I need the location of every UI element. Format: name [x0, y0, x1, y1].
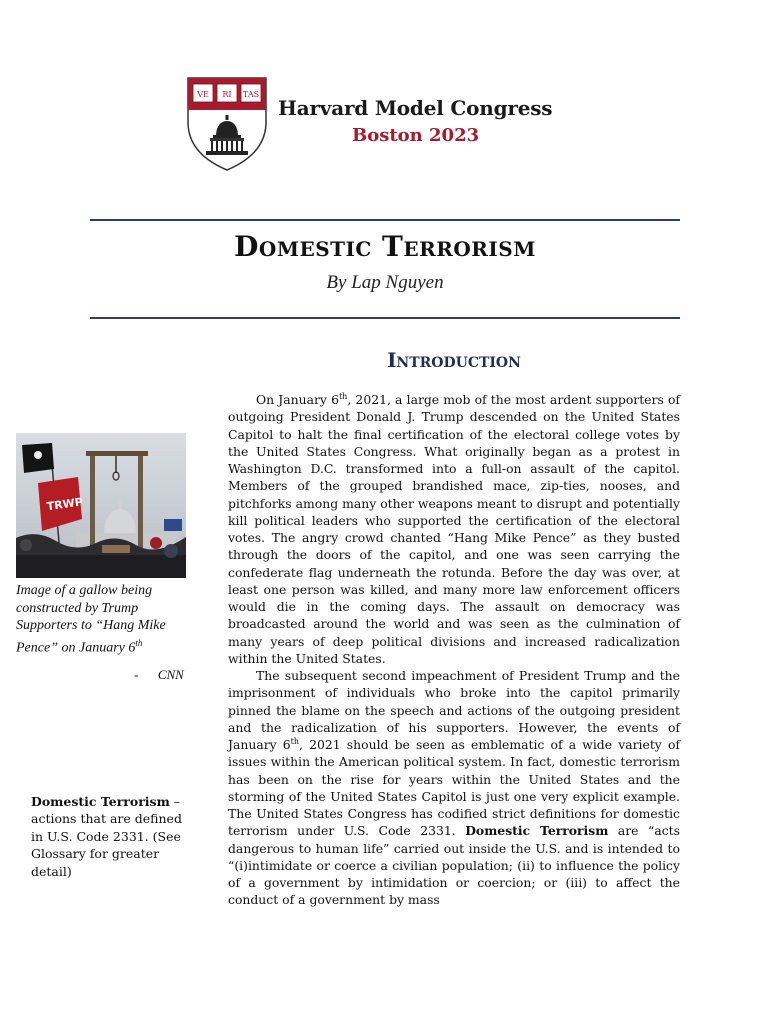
event-name: Boston 2023	[352, 125, 480, 146]
sidebar-definition: – actions that are defined in U.S. Code 2331. (See Glossary for greater detail)	[31, 794, 182, 879]
gallows-photo	[16, 433, 186, 578]
figure-caption: Image of a gallow being constructed by Trump Supporters to “Hang Mike Pence” on January 6th	[16, 583, 166, 656]
org-name: Harvard Model Congress	[278, 96, 553, 120]
shield-motto-3: TAS	[242, 90, 260, 99]
title-top-rule	[90, 219, 680, 221]
section-heading: Introduction	[387, 348, 521, 372]
shield-motto-1: VE	[197, 90, 209, 99]
harvard-shield-capitol-icon	[186, 76, 268, 172]
title-bottom-rule	[90, 317, 680, 319]
document-title: Domestic Terrorism	[234, 230, 536, 263]
shield-motto-2: RI	[222, 90, 232, 99]
figure-credit: - CNN	[134, 667, 184, 682]
definition-sidebar	[31, 793, 193, 880]
introduction-body	[228, 391, 680, 909]
body-paragraph-1: On January 6th, 2021, a large mob of the most ardent supporters of outgoing President Donald J. Trump descended on the United States Capitol to halt the final certification of the electoral college votes by the United States Congress. What originally began as a protest in Washington D.C. transformed into a full-on assault of the capitol. Members of the grouped brandished mace, zip-ties, nooses, and pitchforks among many other weapons meant to disrupt and potentially kill political leaders who supported the certification of the electoral votes. The angry crowd chanted “Hang Mike Pence” as they busted through the doors of the capitol, and one was seen carrying the confederate flag underneath the rotunda. Before the day was over, at least one person was killed, and many more law enforcement officers would die in the coming days. The assault on democracy was broadcasted around the world and was seen as the culmination of many years of deep political divisions and increased radicalization within the United States.	[228, 391, 680, 666]
svg-text:TRWP: TRWP	[45, 495, 84, 514]
body-paragraph-2: The subsequent second impeachment of President Trump and the imprisonment of individuals who broke into the capitol primarily pinned the blame on the speech and actions of the outgoing president and the radicalization of his supporters. However, the events of January 6th, 2021 should be seen as emblematic of a wide variety of issues within the American political system. In fact, domestic terrorism has been on the rise for years within the United States and the storming of the United States Capitol is just one very explicit example. The United States Congress has codified strict definitions for domestic terrorism under U.S. Code 2331. Domestic Terrorism are “acts dangerous to human life” carried out inside the U.S. and is intended to “(i)intimidate or coerce a civilian population; (ii) to influence the policy of a government by intimidation or coercion; or (iii) to affect the conduct of a government by mass	[228, 668, 680, 908]
document-byline: By Lap Nguyen	[326, 272, 444, 293]
sidebar-term: Domestic Terrorism	[31, 794, 170, 809]
